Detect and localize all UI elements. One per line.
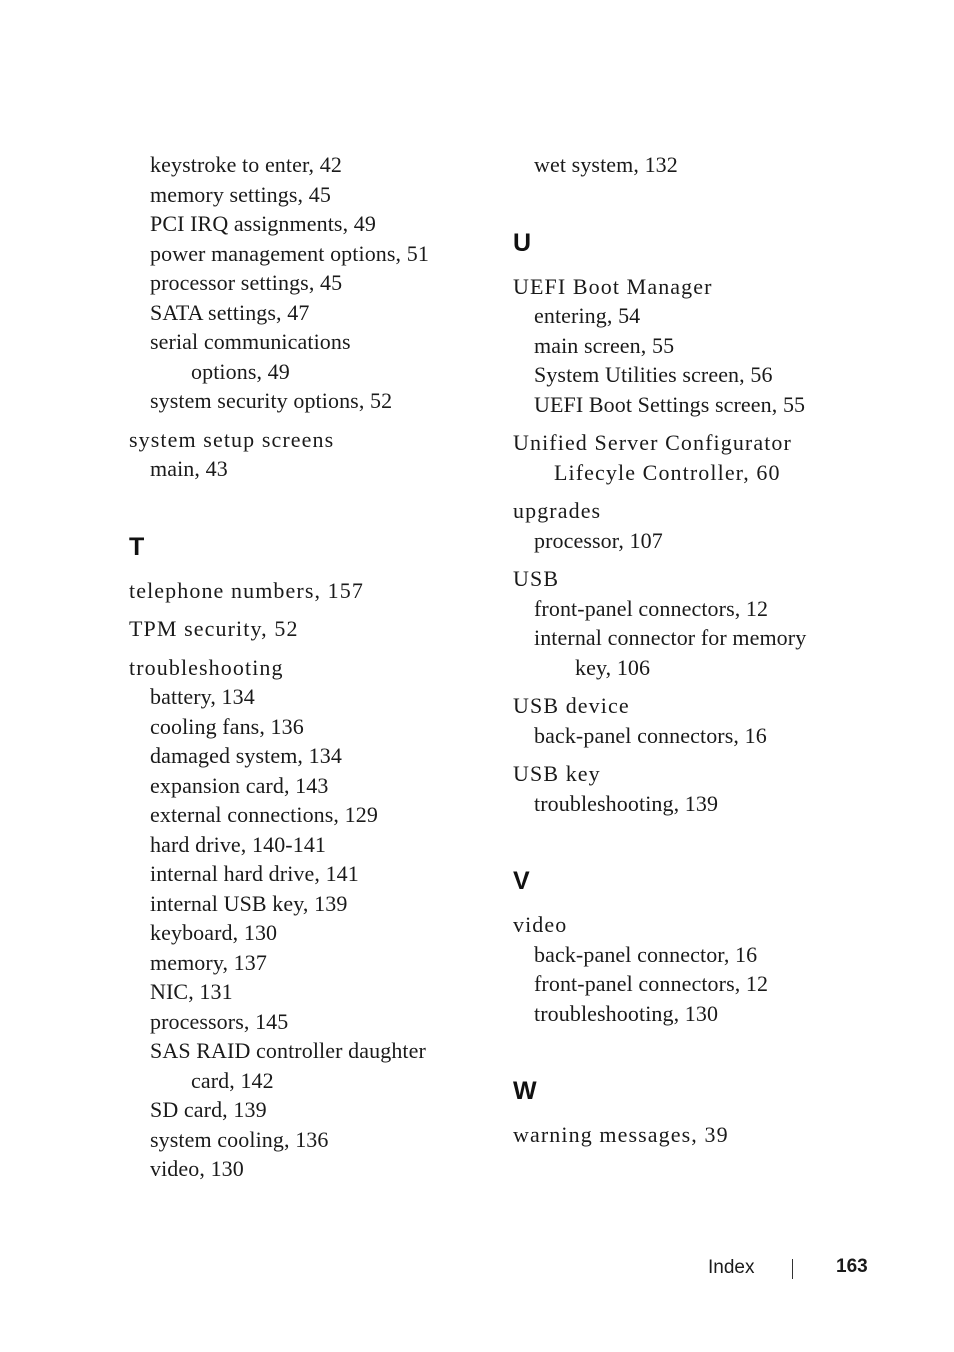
index-entry-text: system cooling, 136 — [150, 1126, 329, 1152]
index-subterm — [513, 789, 873, 819]
index-entry-text: UEFI Boot Manager — [513, 273, 713, 299]
index-term — [513, 691, 873, 721]
index-subterm — [129, 918, 479, 948]
index-entry-text: troubleshooting, 130 — [534, 1000, 719, 1026]
index-entry-text: memory settings, 45 — [150, 181, 331, 207]
index-entry-text: PCI IRQ assignments, 49 — [150, 211, 376, 236]
index-entry-text: UEFI Boot Settings screen, 55 — [534, 391, 806, 417]
index-entry-text: system setup screens — [129, 426, 335, 452]
index-entry-continuation: card, 142 — [191, 1067, 274, 1093]
page-number: 163 — [836, 1256, 868, 1277]
index-section-letter: U — [513, 228, 532, 257]
index-entry-text: Unified Server Configurator — [513, 430, 792, 455]
index-subterm — [513, 623, 873, 682]
index-entry-text: memory, 137 — [150, 949, 267, 975]
index-entry-text: serial communications — [150, 329, 351, 354]
index-subterm — [129, 1007, 479, 1037]
index-subterm — [513, 526, 873, 556]
index-entry-text: front-panel connectors, 12 — [534, 595, 769, 621]
index-section-letter: T — [129, 532, 145, 561]
index-entry-text: TPM security, 52 — [129, 616, 299, 641]
index-column-left — [129, 150, 479, 1184]
index-entry-text: internal USB key, 139 — [150, 890, 348, 916]
index-subterm — [129, 889, 479, 919]
index-entry-text: back-panel connector, 16 — [534, 941, 758, 967]
index-entry-text: entering, 54 — [534, 303, 641, 328]
index-subterm — [513, 969, 873, 999]
footer-separator — [792, 1259, 793, 1279]
index-entry-continuation: key, 106 — [575, 654, 651, 680]
index-entry-text: SATA settings, 47 — [150, 299, 310, 325]
index-entry-text: wet system, 132 — [534, 152, 678, 177]
index-term — [129, 653, 479, 683]
index-term — [129, 425, 479, 455]
index-entry-continuation: Lifecyle Controller, 60 — [554, 459, 781, 485]
index-subterm — [513, 721, 873, 751]
index-term — [129, 576, 479, 606]
index-entry-text: keystroke to enter, 42 — [150, 152, 342, 177]
index-subterm — [129, 741, 479, 771]
index-subterm — [513, 360, 873, 390]
index-entry-text: SAS RAID controller daughter — [150, 1038, 426, 1063]
index-entry-text: troubleshooting — [129, 654, 284, 680]
index-subterm — [129, 682, 479, 712]
index-term — [129, 614, 479, 644]
index-entry-text: keyboard, 130 — [150, 920, 278, 945]
index-subterm — [129, 1154, 479, 1184]
index-subterm — [129, 800, 479, 830]
index-term — [513, 428, 873, 487]
index-subterm — [129, 298, 479, 328]
index-subterm — [129, 1036, 479, 1095]
index-subterm — [129, 859, 479, 889]
index-term — [513, 759, 873, 789]
index-entry-text: video — [513, 912, 568, 937]
index-subterm — [129, 948, 479, 978]
page-footer — [0, 1253, 954, 1283]
index-subterm — [129, 1095, 479, 1125]
index-entry-text: System Utilities screen, 56 — [534, 362, 773, 387]
index-entry-text: processors, 145 — [150, 1008, 289, 1034]
index-subterm — [129, 209, 479, 239]
index-subterm — [513, 999, 873, 1029]
index-subterm — [129, 1125, 479, 1155]
footer-section-label: Index — [708, 1257, 755, 1278]
index-entry-text: battery, 134 — [150, 684, 255, 709]
index-entry-text: internal hard drive, 141 — [150, 861, 359, 886]
index-subterm — [129, 327, 479, 386]
index-entry-text: troubleshooting, 139 — [534, 790, 719, 816]
index-term — [513, 1120, 873, 1150]
index-term — [513, 496, 873, 526]
index-subterm — [513, 594, 873, 624]
index-term — [513, 564, 873, 594]
index-subterm — [129, 977, 479, 1007]
index-subterm — [513, 301, 873, 331]
index-subterm — [129, 239, 479, 269]
index-entry-text: external connections, 129 — [150, 802, 378, 827]
index-entry-text: power management options, 51 — [150, 240, 429, 266]
index-entry-text: internal connector for memory — [534, 625, 807, 650]
index-subterm — [513, 331, 873, 361]
index-entry-text: processor settings, 45 — [150, 270, 343, 295]
index-subterm — [129, 771, 479, 801]
index-entry-text: SD card, 139 — [150, 1097, 267, 1122]
index-column-right — [513, 150, 873, 1150]
index-subterm — [513, 940, 873, 970]
index-section-letter: V — [513, 867, 530, 895]
index-entry-text: back-panel connectors, 16 — [534, 722, 767, 748]
index-subterm — [129, 180, 479, 210]
index-entry-text: USB device — [513, 693, 630, 718]
index-entry-text: telephone numbers, 157 — [129, 577, 364, 603]
index-term — [513, 272, 873, 302]
index-entry-text: cooling fans, 136 — [150, 713, 304, 739]
index-entry-text: USB — [513, 566, 560, 591]
index-entry-text: main, 43 — [150, 456, 228, 481]
index-entry-text: damaged system, 134 — [150, 743, 342, 768]
index-entry-text: front-panel connectors, 12 — [534, 971, 769, 996]
index-subterm — [129, 454, 479, 484]
index-entry-text: USB key — [513, 761, 601, 786]
index-entry-continuation: options, 49 — [191, 358, 290, 384]
index-entry-text: processor, 107 — [534, 527, 663, 553]
index-term — [513, 910, 873, 940]
index-subterm — [129, 150, 479, 180]
index-subterm — [129, 830, 479, 860]
index-entry-text: NIC, 131 — [150, 979, 233, 1004]
index-subterm — [129, 712, 479, 742]
index-entry-text: system security options, 52 — [150, 388, 393, 413]
index-entry-text: expansion card, 143 — [150, 772, 329, 798]
index-entry-text: video, 130 — [150, 1156, 244, 1181]
index-subterm — [513, 390, 873, 420]
index-entry-text: main screen, 55 — [534, 332, 675, 358]
index-subterm — [513, 150, 873, 180]
index-entry-text: hard drive, 140-141 — [150, 831, 327, 857]
index-section-letter: W — [513, 1077, 537, 1105]
index-entry-text: warning messages, 39 — [513, 1122, 729, 1147]
index-subterm — [129, 386, 479, 416]
index-subterm — [129, 268, 479, 298]
index-entry-text: upgrades — [513, 498, 602, 523]
